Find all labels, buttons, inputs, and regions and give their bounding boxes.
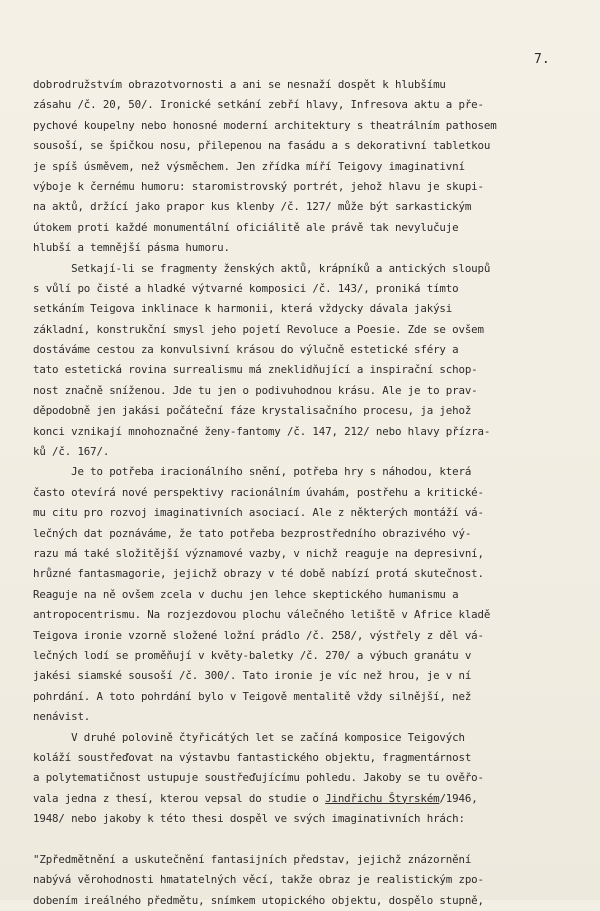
blank-line — [33, 829, 598, 849]
text-line: hrůzné fantasmagorie, jejichž obrazy v té době nabízí protá skutečnost. — [33, 567, 484, 581]
quote-line: nabývá věrohodnosti hmatatelných věcí, takže obraz je realistickým zpo- — [33, 873, 484, 887]
paragraph-start: Je to potřeba iracionálního snění, potřeba hry s náhodou, která — [33, 465, 472, 479]
paragraph-start: V druhé polovině čtyřicátých let se začíná komposice Teigových — [33, 730, 465, 744]
text-line: Teigova ironie vzorně složené ložní prádlo /č. 258/, výstřely z děl vá- — [33, 628, 484, 642]
text-fragment: vala jedna z thesí, kterou vepsal do studie o — [33, 791, 326, 805]
quote-line: dobením ireálného předmětu, snímkem utopického objektu, dospělo stupně, — [33, 893, 484, 907]
text-line: lečných dat poznáváme, že tato potřeba bezprostředního obrazivého vý- — [33, 526, 472, 540]
text-line: konci vznikají mnohoznačné ženy-fantomy /č. 147, 212/ nebo hlavy přízra- — [33, 424, 491, 438]
text-line: nost značně sníženou. Jde tu jen o podivuhodnou krásu. Ale je to prav- — [33, 383, 478, 397]
text-line: setkáním Teigova inklinace k harmonii, která vždycky dávala jakýsi — [33, 302, 453, 316]
text-line: pychové koupelny nebo honosné moderní architektury s theatrálním pathosem — [33, 118, 497, 132]
text-fragment: /1946, — [439, 791, 478, 805]
text-line: nenávist. — [33, 710, 91, 724]
text-line: je spíš úsměvem, než výsměchem. Jen zřídka míří Teigovy imaginativní — [33, 159, 465, 173]
text-line: antropocentrismu. Na rozjezdovou plochu válečného letiště v Africe kladě — [33, 608, 491, 622]
page-number: 7. — [534, 52, 550, 67]
quote-line: "Zpředmětnění a uskutečnění fantasijních představ, jejichž znázornění — [33, 852, 472, 866]
text-line: často otevírá nové perspektivy racionálním úvahám, postřehu a kritické- — [33, 485, 484, 499]
text-line: ků /č. 167/. — [33, 445, 110, 459]
text-line: Reaguje na ně ovšem zcela v duchu jen lehce skeptického humanismu a — [33, 587, 459, 601]
text-line: s vůlí po čisté a hladké výtvarné komposici /č. 143/, proniká tímto — [33, 281, 459, 295]
text-line: základní, konstrukční smysl jeho pojetí Revoluce a Poesie. Zde se ovšem — [33, 322, 484, 336]
text-line-with-name — [33, 789, 598, 809]
text-line: koláží soustřeďovat na výstavbu fantastického objektu, fragmentárnost — [33, 750, 472, 764]
text-line: pohrdání. A toto pohrdání bylo v Teigově mentalitě vždy silnější, než — [33, 689, 472, 703]
text-line: tato estetická rovina surrealismu má zneklidňující a inspirační schop- — [33, 363, 478, 377]
paragraph-start: Setkají-li se fragmenty ženských aktů, krápníků a antických sloupů — [33, 261, 491, 275]
text-line: na aktů, držící jako prapor kus klenby /č. 127/ může být sarkastickým — [33, 200, 472, 214]
text-line: výboje k černému humoru: staromistrovský portrét, jehož hlavu je skupi- — [33, 179, 484, 193]
text-line: 1948/ nebo jakoby k této thesi dospěl ve svých imaginativních hrách: — [33, 812, 465, 826]
text-line: zásahu /č. 20, 50/. Ironické setkání zebří hlavy, Infresova aktu a pře- — [33, 98, 484, 112]
text-line: dostáváme cestou za konvulsivní krásou do výlučně estetické sféry a — [33, 343, 459, 357]
text-line: razu má také složitější významové vazby, v nichž reaguje na depresivní, — [33, 546, 484, 560]
text-line: sousoší, se špičkou nosu, přilepenou na fasádu a s dekorativní tabletkou — [33, 139, 491, 153]
body-text — [33, 75, 598, 911]
text-line: lečných lodí se proměňují v květy-baletky /č. 270/ a výbuch granátu v — [33, 648, 472, 662]
text-line: jakési siamské sousoší /č. 300/. Tato ironie je víc než hrou, je v ní — [33, 669, 472, 683]
text-line: děpodobně jen jakási počáteční fáze krystalisačního procesu, ja jehož — [33, 404, 472, 418]
text-line: a polytematičnost ustupuje soustřeďujícímu pohledu. Jakoby se tu ověřo- — [33, 771, 484, 785]
text-line: mu citu pro rozvoj imaginativních asociací. Ale z některých montáží vá- — [33, 506, 484, 520]
text-line: dobrodružstvím obrazotvornosti a ani se nesnaží dospět k hlubšímu — [33, 78, 446, 91]
text-line: útokem proti každé monumentální oficiálitě ale právě tak nevylučuje — [33, 220, 459, 234]
text-line: hlubší a temnější pásma humoru. — [33, 241, 230, 255]
underlined-name: Jindřichu Štyrském — [325, 791, 440, 805]
